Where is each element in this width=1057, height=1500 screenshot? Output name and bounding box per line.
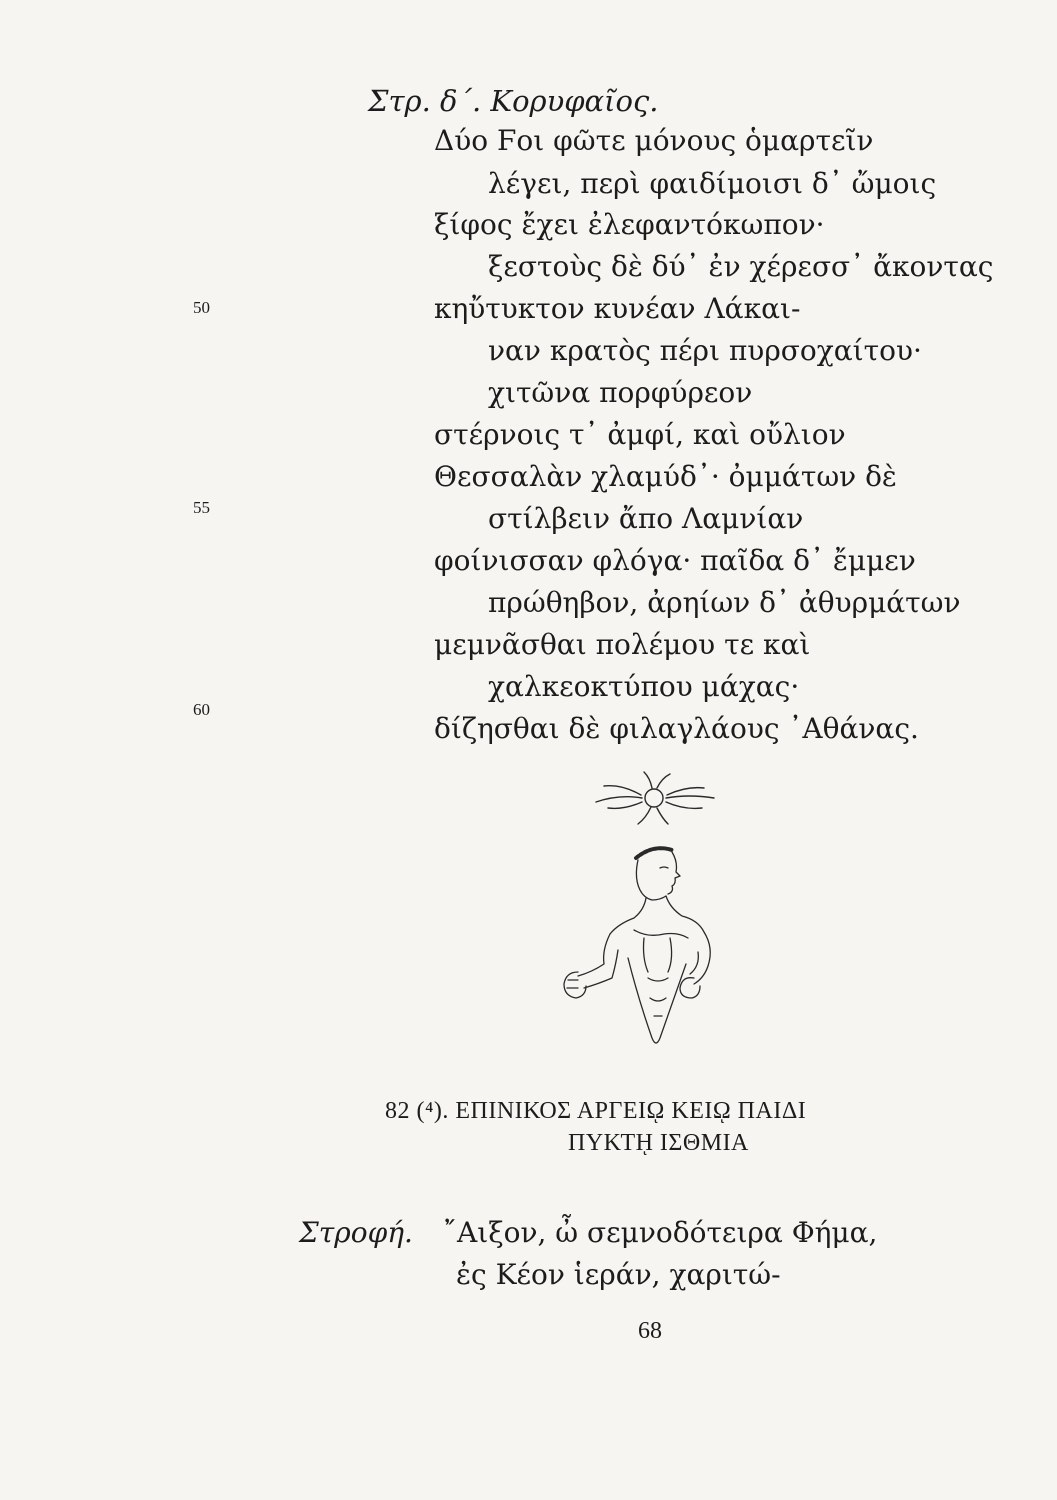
poem-title-line-2: ΠΥΚΤῌ ΙΣΘΜΙΑ xyxy=(568,1130,749,1156)
verse-line: χαλκεοκτύπου μάχας· xyxy=(488,670,800,703)
verse-line: στέρνοις τ᾽ ἀμφί, καὶ οὔλιον xyxy=(434,418,846,451)
line-number: 55 xyxy=(193,498,210,517)
verse-line: στίλβειν ἄπο Λαμνίαν xyxy=(488,502,804,535)
verse-line: πρώθηβον, ἀρηίων δ᾽ ἀθυρμάτων xyxy=(488,586,961,619)
verse-line: ξεστοὺς δὲ δύ᾽ ἐν χέρεσσ᾽ ἄκοντας xyxy=(488,250,994,283)
verse-line: λέγει, περὶ φαιδίμοισι δ᾽ ὤμοις xyxy=(488,167,937,200)
verse-line: χιτῶνα πορφύρεον xyxy=(488,376,753,409)
page-number: 68 xyxy=(638,1318,662,1344)
sun-ornament-icon xyxy=(574,768,734,828)
verse-line: δίζησθαι δὲ φιλαγλάους ᾿Αθάνας. xyxy=(434,712,919,745)
strophe-label: Στροφή. xyxy=(299,1216,413,1249)
verse-line: κηὔτυκτον κυνέαν Λάκαι- xyxy=(434,292,801,325)
youth-figure-illustration xyxy=(548,838,758,1058)
poem-title-line-1: 82 (⁴). ΕΠΙΝΙΚΟΣ ΑΡΓΕΙῼ ΚΕΙῼ ΠΑΙΔΙ xyxy=(385,1098,807,1124)
verse-line: ξίφος ἔχει ἐλεφαντόκωπον· xyxy=(434,208,825,241)
verse-line: Θεσσαλὰν χλαμύδ᾽· ὀμμάτων δὲ xyxy=(434,460,897,493)
verse-line: ῎Αιξον, ὦ σεμνοδότειρα Φήμα, xyxy=(443,1216,878,1249)
section-header: Στρ. δ΄. Κορυφαῖος. xyxy=(368,84,659,118)
verse-line: ἐς Κέον ἱεράν, χαριτώ- xyxy=(456,1258,781,1291)
verse-line: Δύο Ϝοι φῶτε μόνους ὁμαρτεῖν xyxy=(434,124,874,157)
line-number: 60 xyxy=(193,700,210,719)
line-number: 50 xyxy=(193,298,210,317)
verse-line: φοίνισσαν φλόγα· παῖδα δ᾽ ἔμμεν xyxy=(434,544,916,577)
verse-line: ναν κρατὸς πέρι πυρσοχαίτου· xyxy=(488,334,922,367)
verse-line: μεμνᾶσθαι πολέμου τε καὶ xyxy=(434,628,811,661)
